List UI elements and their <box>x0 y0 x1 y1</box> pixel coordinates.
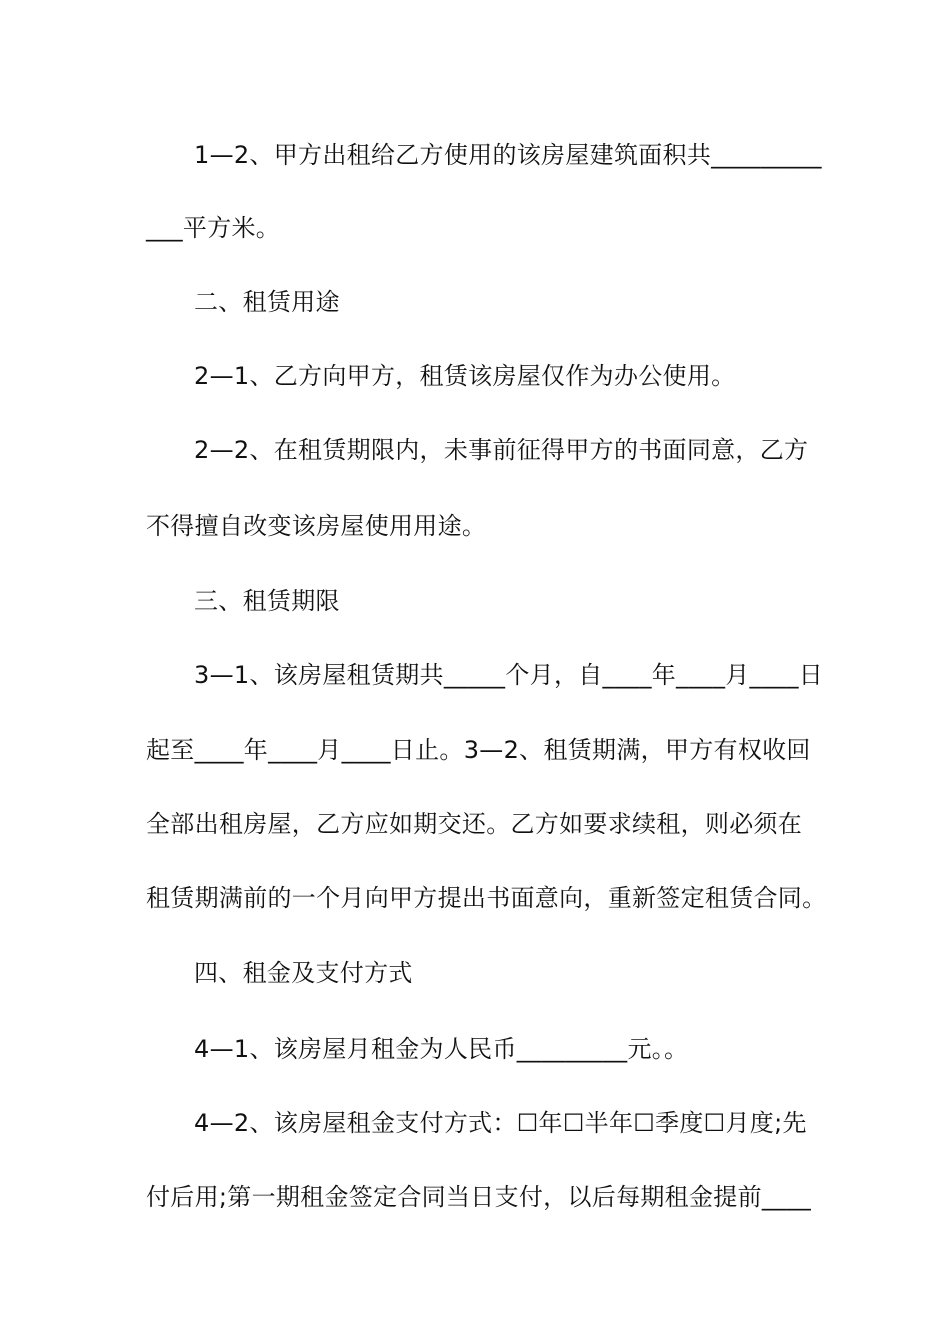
clause-1-2-line-2: ___平方米。 <box>146 214 281 242</box>
clause-2-2-line-2: 不得擅自改变该房屋使用用途。 <box>146 512 487 540</box>
clause-4-1: 4—1、该房屋月租金为人民币_________元。。 <box>194 1035 689 1063</box>
clause-4-2-line-2: 付后用;第一期租金签定合同当日支付，以后每期租金提前____ <box>146 1183 812 1211</box>
clause-3-2-line-1: 全部出租房屋，乙方应如期交还。乙方如要求续租，则必须在 <box>146 810 803 838</box>
clause-2-1: 2—1、乙方向甲方，租赁该房屋仅作为办公使用。 <box>194 362 736 390</box>
section-heading-4: 四、租金及支付方式 <box>194 959 413 987</box>
clause-2-2-line-1: 2—2、在租赁期限内，未事前征得甲方的书面同意，乙方 <box>194 436 809 464</box>
clause-3-2-line-2: 租赁期满前的一个月向甲方提出书面意向，重新签定租赁合同。 <box>146 884 827 912</box>
clause-3-1-line-2: 起至____年____月____日止。3—2、租赁期满，甲方有权收回 <box>146 736 811 764</box>
clause-4-2-line-1: 4—2、该房屋租金支付方式：☐年☐半年☐季度☐月度;先 <box>194 1109 807 1137</box>
clause-3-1-line-1: 3—1、该房屋租赁期共_____个月，自____年____月____日 <box>194 661 824 689</box>
section-heading-3: 三、租赁期限 <box>194 587 340 615</box>
clause-1-2-line-1: 1—2、甲方出租给乙方使用的该房屋建筑面积共_________ <box>194 141 822 169</box>
section-heading-2: 二、租赁用途 <box>194 288 340 316</box>
